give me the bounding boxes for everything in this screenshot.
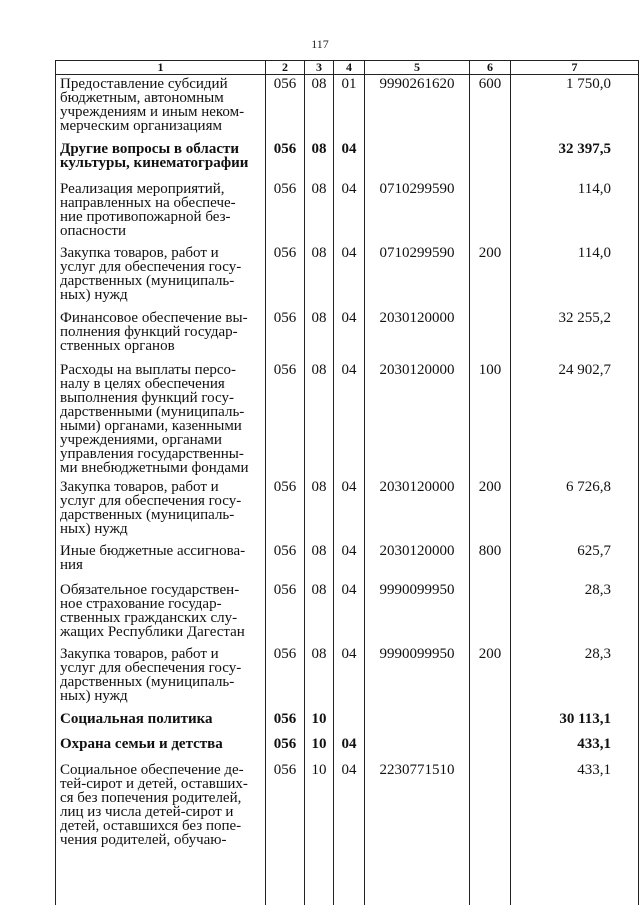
row-name-line: выполнения функций госу-	[60, 390, 234, 406]
cell-col-6: 600	[478, 76, 502, 92]
header-col-1: 1	[157, 60, 164, 74]
cell-col-4: 04	[341, 245, 357, 261]
cell-col-7: 433,1	[577, 736, 611, 752]
row-name-line: ными) органами, казенными	[60, 418, 242, 434]
cell-col-2: 056	[273, 762, 297, 778]
row-name	[60, 182, 265, 238]
cell-col-2: 056	[273, 310, 297, 326]
table-column-border	[638, 60, 639, 905]
row-name-line: мерческим организациям	[60, 118, 222, 134]
row-name-line: бюджетным, автономным	[60, 90, 224, 106]
cell-col-3: 08	[311, 310, 327, 326]
cell-col-3: 08	[311, 362, 327, 378]
row-name	[60, 763, 265, 847]
row-name-line: услуг для обеспечения госу-	[60, 259, 242, 275]
row-name	[60, 311, 265, 353]
row-name-line: ственных гражданских слу-	[60, 610, 238, 626]
row-name	[60, 246, 265, 302]
cell-col-4: 04	[341, 762, 357, 778]
cell-col-4: 04	[341, 736, 357, 752]
cell-col-2: 056	[273, 479, 297, 495]
cell-col-3: 08	[311, 76, 327, 92]
row-name-line: Другие вопросы в области	[60, 141, 239, 157]
cell-col-4: 04	[341, 543, 357, 559]
row-name-line: услуг для обеспечения госу-	[60, 660, 242, 676]
cell-col-2: 056	[273, 543, 297, 559]
cell-col-4: 04	[341, 362, 357, 378]
header-col-7: 7	[571, 60, 578, 74]
row-name-line: дарственных (муниципаль-	[60, 507, 235, 523]
cell-col-3: 08	[311, 141, 327, 157]
page-number: 117	[311, 37, 329, 51]
row-name	[60, 363, 265, 475]
cell-col-3: 08	[311, 646, 327, 662]
cell-col-5: 9990261620	[379, 76, 455, 92]
row-name	[60, 583, 265, 639]
cell-col-7: 30 113,1	[559, 711, 611, 727]
cell-col-6: 200	[478, 646, 502, 662]
cell-col-5: 2030120000	[379, 479, 455, 495]
row-name-line: полнения функций государ-	[60, 324, 238, 340]
cell-col-6: 200	[478, 479, 502, 495]
cell-col-7: 32 397,5	[558, 141, 611, 157]
row-name	[60, 737, 265, 751]
table-header-row	[0, 61, 640, 74]
cell-col-3: 08	[311, 582, 327, 598]
cell-col-2: 056	[273, 362, 297, 378]
row-name	[60, 77, 265, 133]
row-name-line: ния	[60, 557, 83, 573]
row-name	[60, 647, 265, 703]
row-name-line: Закупка товаров, работ и	[60, 479, 219, 495]
row-name-line: Реализация мероприятий,	[60, 181, 225, 197]
row-name-line: Иные бюджетные ассигнова-	[60, 543, 246, 559]
cell-col-2: 056	[273, 711, 297, 727]
cell-col-5: 9990099950	[379, 646, 455, 662]
row-name-line: учреждениям и иным неком-	[60, 104, 245, 120]
header-col-5: 5	[414, 60, 420, 74]
cell-col-3: 08	[311, 543, 327, 559]
row-name-line: тей-сирот и детей, оставших-	[60, 776, 248, 792]
row-name	[60, 480, 265, 536]
cell-col-3: 10	[311, 736, 327, 752]
cell-col-7: 114,0	[577, 245, 611, 261]
row-name	[60, 544, 265, 572]
row-name-line: дарственных (муниципаль-	[60, 674, 235, 690]
row-name-line: Обязательное государствен-	[60, 582, 240, 598]
cell-col-3: 10	[311, 711, 327, 727]
row-name-line: ных) нужд	[60, 287, 128, 303]
cell-col-3: 08	[311, 181, 327, 197]
table-header-border	[55, 74, 639, 75]
row-name-line: Расходы на выплаты персо-	[60, 362, 237, 378]
cell-col-5: 2030120000	[379, 362, 455, 378]
row-name-line: детей, оставшихся без попе-	[60, 818, 242, 834]
row-name-line: ся без попечения родителей,	[60, 790, 242, 806]
cell-col-5: 2030120000	[379, 310, 455, 326]
cell-col-7: 433,1	[577, 762, 611, 778]
row-name-line: услуг для обеспечения госу-	[60, 493, 242, 509]
cell-col-2: 056	[273, 245, 297, 261]
cell-col-7: 24 902,7	[558, 362, 611, 378]
row-name-line: ных) нужд	[60, 688, 128, 704]
row-name-line: культуры, кинематографии	[60, 155, 249, 171]
row-name-line: управления государственны-	[60, 446, 244, 462]
cell-col-3: 08	[311, 479, 327, 495]
row-name-line: дарственных (муниципаль-	[60, 273, 235, 289]
row-name-line: Социальная политика	[60, 711, 213, 727]
row-name-line: Предоставление субсидий	[60, 76, 228, 92]
row-name-line: ние противопожарной без-	[60, 209, 231, 225]
cell-col-2: 056	[273, 646, 297, 662]
cell-col-4: 04	[341, 181, 357, 197]
header-col-3: 3	[316, 60, 322, 74]
cell-col-5: 0710299590	[379, 181, 455, 197]
cell-col-4: 04	[341, 479, 357, 495]
cell-col-3: 10	[311, 762, 327, 778]
header-col-2: 2	[282, 60, 288, 74]
cell-col-7: 114,0	[577, 181, 611, 197]
header-col-6: 6	[487, 60, 493, 74]
row-name-line: Закупка товаров, работ и	[60, 646, 219, 662]
cell-col-4: 04	[341, 141, 357, 157]
cell-col-4: 04	[341, 310, 357, 326]
row-name-line: направленных на обеспече-	[60, 195, 236, 211]
cell-col-6: 200	[478, 245, 502, 261]
cell-col-6: 800	[478, 543, 502, 559]
cell-col-4: 04	[341, 582, 357, 598]
row-name-line: ственных органов	[60, 338, 175, 354]
row-name-line: жащих Республики Дагестан	[60, 624, 245, 640]
row-name-line: Социальное обеспечение де-	[60, 762, 244, 778]
row-name	[60, 712, 265, 726]
header-col-4: 4	[346, 60, 352, 74]
cell-col-5: 9990099950	[379, 582, 455, 598]
cell-col-7: 6 726,8	[566, 479, 611, 495]
row-name-line: учреждениями, органами	[60, 432, 222, 448]
row-name-line: Финансовое обеспечение вы-	[60, 310, 248, 326]
cell-col-5: 2230771510	[379, 762, 455, 778]
row-name-line: чения родителей, обучаю-	[60, 832, 227, 848]
cell-col-7: 32 255,2	[558, 310, 611, 326]
table-column-border	[55, 60, 56, 905]
cell-col-4: 04	[341, 646, 357, 662]
row-name-line: ми внебюджетными фондами	[60, 460, 249, 476]
cell-col-3: 08	[311, 245, 327, 261]
row-name-line: налу в целях обеспечения	[60, 376, 225, 392]
row-name-line: лиц из числа детей-сирот и	[60, 804, 234, 820]
cell-col-2: 056	[273, 76, 297, 92]
row-name-line: ных) нужд	[60, 521, 128, 537]
cell-col-2: 056	[273, 181, 297, 197]
cell-col-7: 625,7	[577, 543, 611, 559]
row-name-line: дарственными (муниципаль-	[60, 404, 245, 420]
cell-col-7: 28,3	[584, 582, 611, 598]
row-name	[60, 142, 265, 170]
cell-col-2: 056	[273, 736, 297, 752]
cell-col-7: 28,3	[584, 646, 611, 662]
row-name-line: ное страхование государ-	[60, 596, 222, 612]
cell-col-2: 056	[273, 582, 297, 598]
cell-col-7: 1 750,0	[566, 76, 611, 92]
cell-col-6: 100	[478, 362, 502, 378]
row-name-line: Охрана семьи и детства	[60, 736, 223, 752]
row-name-line: Закупка товаров, работ и	[60, 245, 219, 261]
cell-col-4: 01	[341, 76, 357, 92]
cell-col-5: 0710299590	[379, 245, 455, 261]
cell-col-5: 2030120000	[379, 543, 455, 559]
row-name-line: опасности	[60, 223, 126, 239]
cell-col-2: 056	[273, 141, 297, 157]
